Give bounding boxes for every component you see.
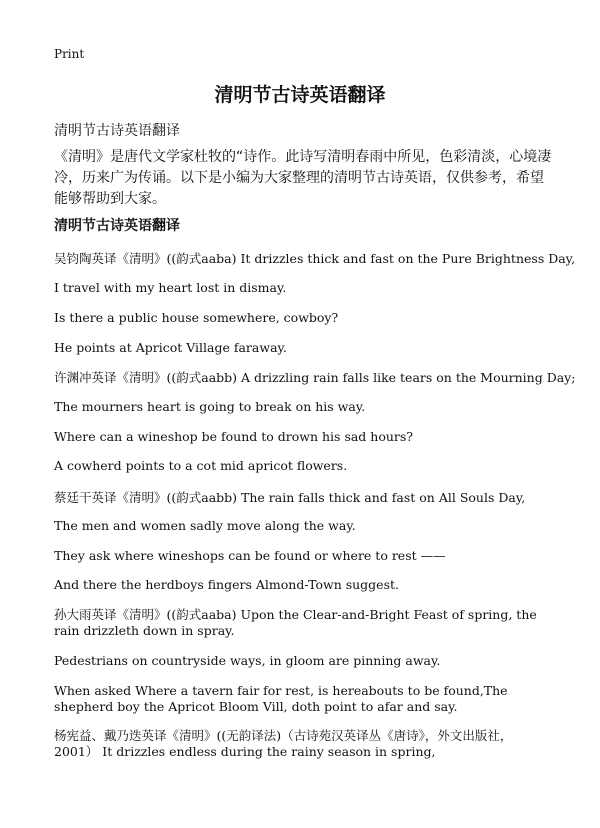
poem-line: And there the herdboys fingers Almond-Town suggest.: [54, 577, 399, 592]
poem-line: 蔡廷干英译《清明》((韵式aabb) The rain falls thick and fast on All Souls Day,: [54, 490, 526, 505]
poem-line: They ask where wineshops can be found or where to rest ——: [54, 548, 446, 563]
poem-line: 许渊冲英译《清明》((韵式aabb) A drizzling rain falls like tears on the Mourning Day;: [54, 370, 576, 385]
poem-line: Is there a public house somewhere, cowboy?: [54, 310, 339, 325]
section-heading: 清明节古诗英语翻译: [54, 218, 180, 234]
poem-line: The men and women sadly move along the way.: [54, 518, 356, 533]
poem-line: He points at Apricot Village faraway.: [54, 340, 287, 355]
article-intro: 《清明》是唐代文学家杜牧的“诗作。此诗写清明春雨中所见，色彩清淡，心境凄冷，历来广为传诵。以下是小编为大家整理的清明节古诗英语，仅供参考，希望能够帮助到大家。: [54, 149, 552, 207]
page-title: 清明节古诗英语翻译: [214, 84, 386, 106]
poem-line: 杨宪益、戴乃迭英译《清明》((无韵译法)（古诗苑汉英译丛《唐诗》，外文出版社，2001） It drizzles endless during the rainy season in spring,: [54, 728, 513, 759]
poem-line: Where can a wineshop be found to drown his sad hours?: [54, 429, 414, 444]
poem-line: I travel with my heart lost in dismay.: [54, 280, 287, 295]
poem-line: When asked Where a tavern fair for rest, is hereabouts to be found,The shepherd boy the Apricot Bloom Vill, doth point to afar and say.: [54, 683, 508, 714]
poem-line: 吴钧陶英译《清明》((韵式aaba) It drizzles thick and fast on the Pure Brightness Day,: [54, 251, 576, 266]
print-label: Print: [54, 47, 85, 61]
poem-line: The mourners heart is going to break on his way.: [54, 399, 366, 414]
poem-line: Pedestrians on countryside ways, in gloom are pinning away.: [54, 653, 441, 668]
poem-line: A cowherd points to a cot mid apricot flowers.: [54, 458, 348, 473]
poem-line: 孙大雨英译《清明》((韵式aaba) Upon the Clear-and-Bright Feast of spring, the rain drizzleth down in spray.: [54, 607, 537, 638]
article-subtitle: 清明节古诗英语翻译: [54, 123, 180, 139]
